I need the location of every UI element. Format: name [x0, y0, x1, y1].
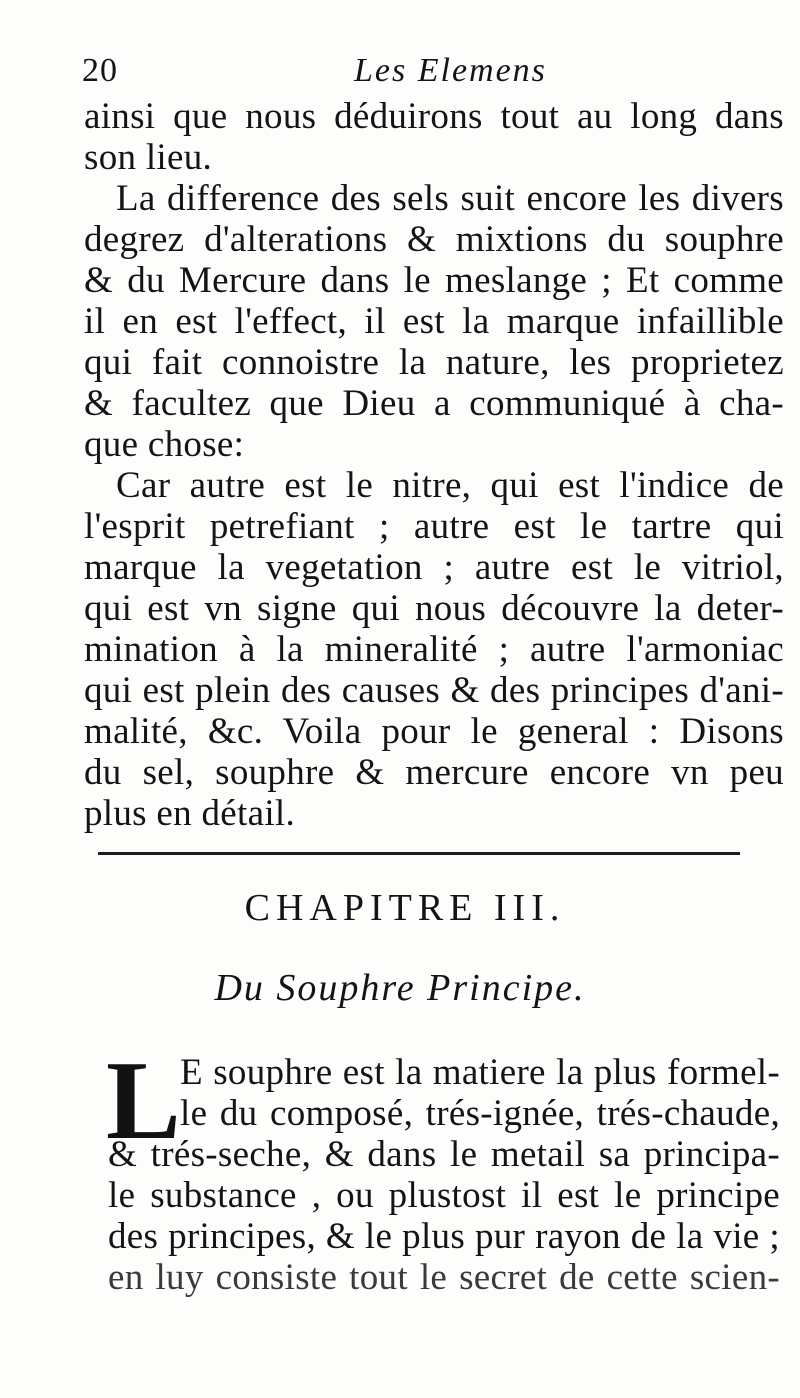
body-text [84, 96, 784, 834]
text-line: malité, &c. Voila pour le general : Disons [84, 711, 784, 752]
chapter-heading: CHAPITRE III. [244, 887, 566, 929]
text-line: qui est plein des causes & des principes d'ani- [84, 670, 784, 711]
text-line: & trés-seche, & dans le metail sa principa- [108, 1134, 780, 1175]
text-line: des principes, & le plus pur rayon de la vie ; [108, 1216, 780, 1257]
text-line: que chose: [84, 424, 245, 465]
paragraph-start-line: La difference des sels suit encore les divers [116, 178, 784, 219]
text-line: il en est l'effect, il est la marque infaillible [84, 301, 784, 342]
text-line: son lieu. [84, 137, 213, 178]
text-line: E souphre est la matiere la plus formel- [180, 1052, 780, 1093]
text-line: le du composé, trés-ignée, trés-chaude, [180, 1093, 780, 1134]
text-line: qui fait connoistre la nature, les proprietez [84, 342, 784, 383]
chapter-subtitle: Du Souphre Principe. [214, 967, 586, 1009]
text-line: & facultez que Dieu a communiqué à cha- [84, 383, 784, 424]
drop-cap: L [106, 1039, 181, 1163]
running-head [82, 52, 762, 96]
text-line: le substance , ou plustost il est le principe [108, 1175, 780, 1216]
text-line: plus en détail. [84, 793, 296, 834]
text-line: mination à la mineralité ; autre l'armoniac [84, 629, 784, 670]
text-line: degrez d'alterations & mixtions du souphre [84, 219, 784, 260]
text-line: l'esprit petrefiant ; autre est le tartre qui [84, 506, 784, 547]
text-line: ainsi que nous déduirons tout au long dans [84, 96, 784, 137]
text-line: marque la vegetation ; autre est le vitriol, [84, 547, 784, 588]
text-line: en luy consiste tout le secret de cette scien- [108, 1257, 780, 1298]
text-line: du sel, souphre & mercure encore vn peu [84, 752, 784, 793]
text-line: qui est vn signe qui nous découvre la deter- [84, 588, 784, 629]
page-number: 20 [82, 52, 118, 89]
running-title: Les Elemens [354, 52, 547, 89]
section-divider [98, 852, 740, 855]
text-line: & du Mercure dans le meslange ; Et comme [84, 260, 784, 301]
paragraph-start-line: Car autre est le nitre, qui est l'indice de [116, 465, 784, 506]
chapter-text [106, 1039, 780, 1298]
